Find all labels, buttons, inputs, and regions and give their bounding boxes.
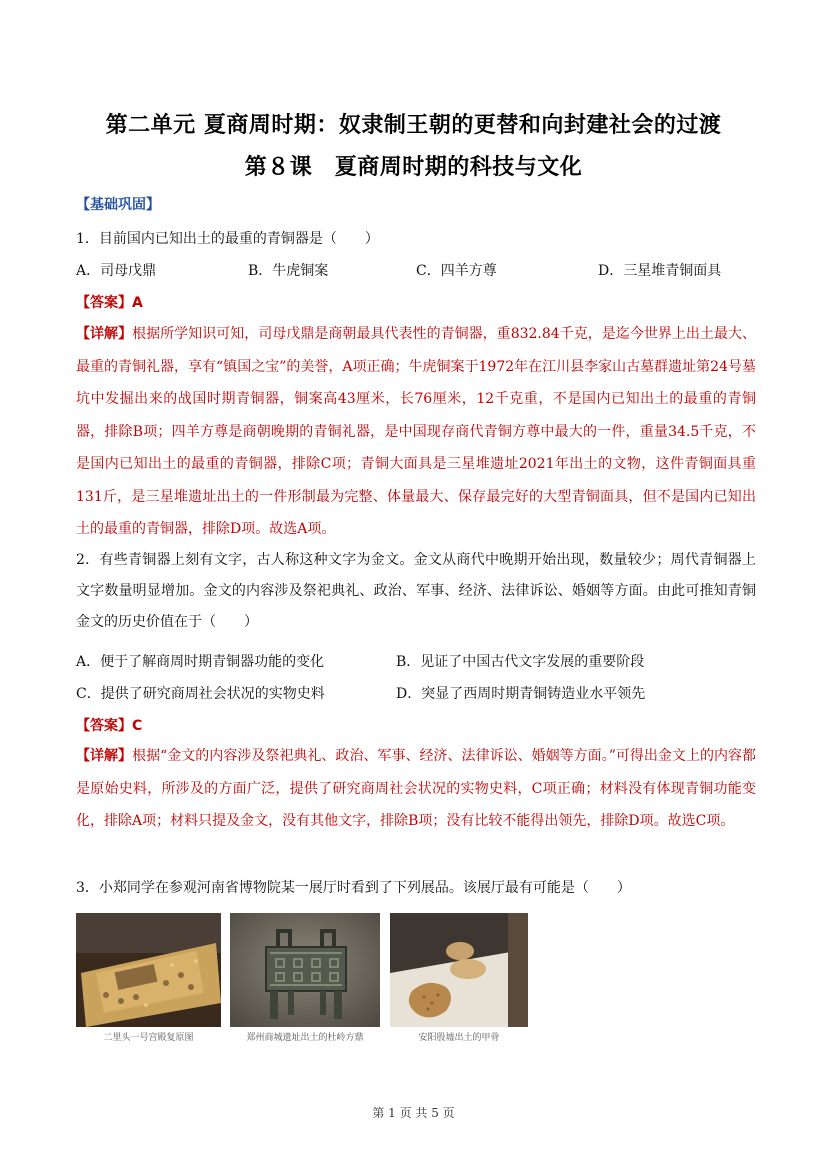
unit-title: 第二单元 夏商周时期：奴隶制王朝的更替和向封建社会的过渡	[105, 113, 722, 138]
photo-caption-2: 郑州商城遗址出土的杜岭方鼎	[246, 1033, 364, 1043]
question-2-option-c: C．提供了研究商周社会状况的实物史料	[76, 686, 325, 702]
palace-model-photo	[76, 913, 221, 1027]
question-1-option-b: B．牛虎铜案	[248, 263, 329, 279]
question-2-option-a: A．便于了解商周时期青铜器功能的变化	[76, 654, 325, 670]
section-heading: 【基础巩固】	[76, 197, 160, 213]
question-1-option-c: C．四羊方尊	[416, 263, 497, 279]
bronze-ding-photo	[230, 913, 380, 1027]
question-1-option-a: A．司母戊鼎	[76, 263, 157, 279]
question-2-stem: 2．有些青铜器上刻有文字，古人称这种文字为金文。金文从商代中晚期开始出现，数量较少；周代青铜器上文字数量明显增加。金文的内容涉及祭祀典礼、政治、军事、经济、法律诉讼、婚姻等方面。由此可推知青铜金文的历史价值在于（ ）	[76, 552, 756, 630]
explanation-text: 根据所学知识可知，司母戊鼎是商朝最具代表性的青铜器，重832.84千克，是迄今世界上出土最大、最重的青铜礼器，享有“镇国之宝”的美誉，A项正确；牛虎铜案于1972年在江川县李家山古墓群遗址第24号墓坑中发掘出来的战国时期青铜器，铜案高43厘米，长76厘米，12千克重，不是国内已知出土的最重的青铜器，排除B项；四羊方尊是商朝晚期的青铜礼器，是中国现存商代青铜方尊中最大的一件，重量34.5千克，不是国内已知出土的最重的青铜器，排除C项；青铜大面具是三星堆遗址2021年出土的文物，这件青铜面具重131斤，是三星堆遗址出土的一件形制最为完整、体量最大、保存最完好的大型青铜面具，但不是国内已知出土的最重的青铜器，排除D项。故选A项。	[76, 326, 757, 537]
photo-caption-1: 二里头一号宫殿复原图	[103, 1033, 194, 1043]
question-2-answer: 【答案】C	[76, 718, 143, 734]
question-3-stem: 3．小郑同学在参观河南省博物院某一展厅时看到了下列展品。该展厅最有可能是（ ）	[76, 880, 631, 896]
explanation-label: 【详解】	[76, 748, 133, 764]
question-2-option-d: D．突显了西周时期青铜铸造业水平领先	[396, 686, 646, 702]
page-footer: 第 1 页 共 5 页	[372, 1106, 455, 1120]
question-1-answer: 【答案】A	[76, 295, 143, 311]
question-2-option-b: B．见证了中国古代文字发展的重要阶段	[396, 654, 645, 670]
question-1-stem: 1．目前国内已知出土的最重的青铜器是（ ）	[76, 231, 379, 247]
question-1-option-d: D．三星堆青铜面具	[598, 263, 722, 279]
oracle-bones-photo	[390, 913, 528, 1027]
question-1-explanation	[76, 318, 756, 546]
explanation-label: 【详解】	[76, 326, 133, 342]
photo-caption-3: 安阳殷墟出土的甲骨	[418, 1033, 500, 1043]
question-2-explanation	[76, 740, 756, 838]
explanation-text: 根据“金文的内容涉及祭祀典礼、政治、军事、经济、法律诉讼、婚姻等方面。”可得出金文上的内容都是原始史料，所涉及的方面广泛，提供了研究商周社会状况的实物史料，C项正确；材料没有体现青铜功能变化，排除A项；材料只提及金文，没有其他文字，排除B项；没有比较不能得出领先，排除D项。故选C项。	[76, 748, 757, 829]
lesson-title: 第８课 夏商周时期的科技与文化	[244, 155, 583, 180]
